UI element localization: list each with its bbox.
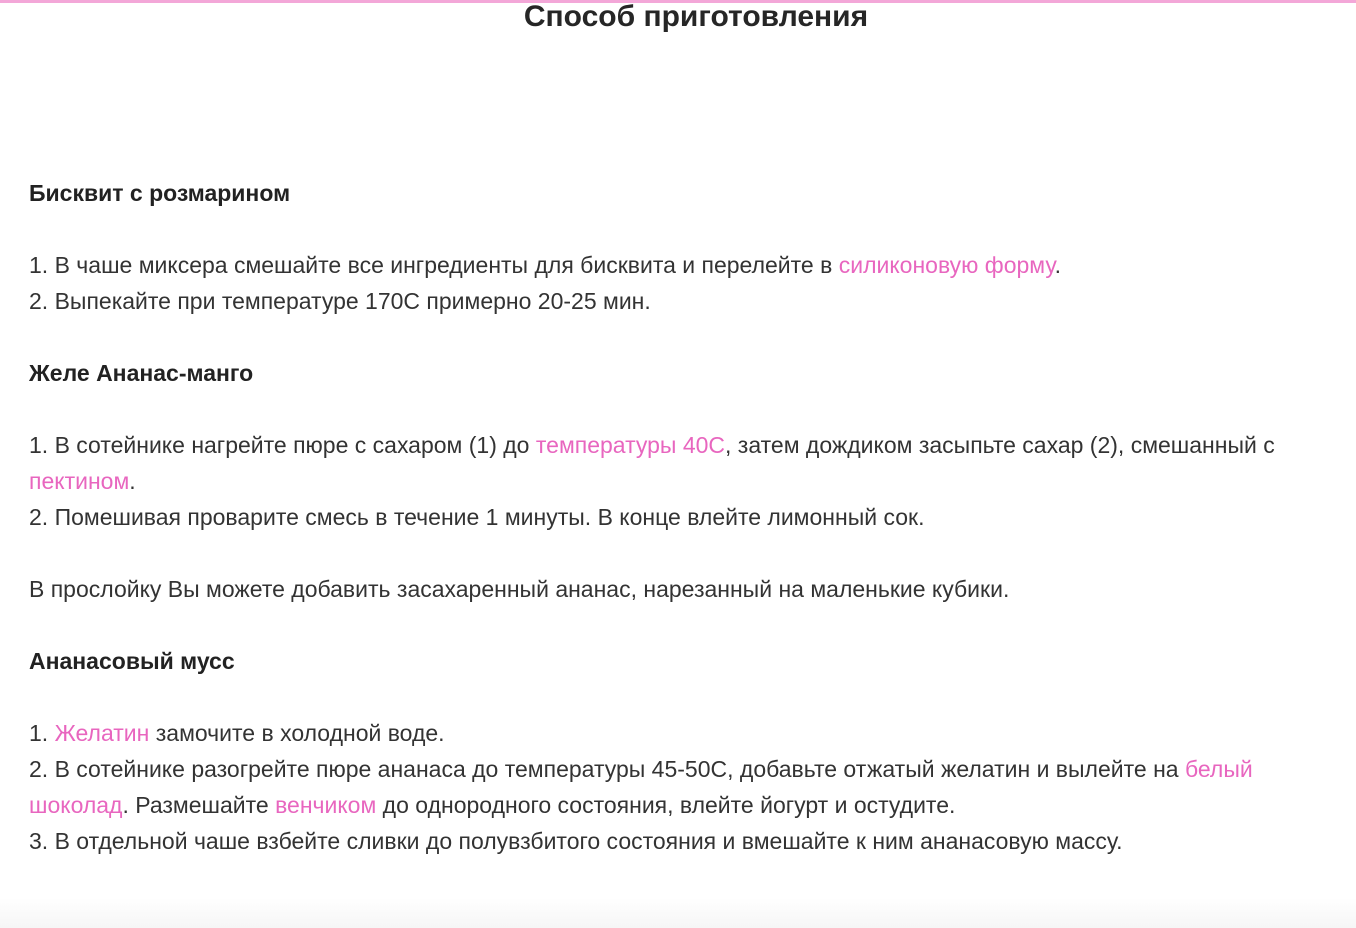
spacer	[29, 319, 1339, 355]
layer-note: В прослойку Вы можете добавить засахаренный ананас, нарезанный на маленькие кубики.	[29, 576, 1010, 602]
step-text: 2. В сотейнике разогрейте пюре ананаса до температуры 45-50С, добавьте отжатый желатин и вылейте на	[29, 756, 1185, 782]
recipe-method	[29, 175, 1339, 859]
step-text: 1. В чаше миксера смешайте все ингредиенты для бисквита и перелейте в	[29, 252, 839, 278]
step-text: .	[1054, 252, 1061, 278]
page-title: Способ приготовления	[523, 0, 869, 33]
spacer	[29, 679, 1339, 715]
spacer	[29, 535, 1339, 571]
section-heading-jelly: Желе Ананас-манго	[29, 360, 254, 386]
whisk-link[interactable]: венчиком	[275, 792, 377, 818]
step-text: , затем дождиком засыпьте сахар (2), смешанный с	[725, 432, 1275, 458]
step-text: до однородного состояния, влейте йогурт и остудите.	[376, 792, 956, 818]
section-heading-mousse: Ананасовый мусс	[29, 648, 235, 674]
section-heading-biscuit: Бисквит с розмарином	[29, 180, 291, 206]
step-text: .	[129, 468, 136, 494]
spacer	[29, 607, 1339, 643]
step-text: 1.	[29, 720, 55, 746]
step-text: 1. В сотейнике нагрейте пюре с сахаром (1) до	[29, 432, 536, 458]
step-item: 2. Выпекайте при температуре 170С примерно 20-25 мин.	[29, 288, 651, 314]
step-item	[29, 751, 1339, 823]
white-chocolate-link[interactable]: белый шоколад	[29, 756, 1253, 818]
spacer	[29, 391, 1339, 427]
step-item: 3. В отдельной чаше взбейте сливки до полувзбитого состояния и вмешайте к ним ананасовую массу.	[29, 828, 1123, 854]
spacer	[29, 211, 1339, 247]
step-text: замочите в холодной воде.	[149, 720, 445, 746]
page-bottom-band	[0, 898, 1356, 928]
temperature-link[interactable]: температуры 40С	[535, 432, 726, 458]
silicone-mold-link[interactable]: силиконовую форму	[838, 252, 1055, 278]
step-item	[29, 247, 1339, 283]
pectin-link[interactable]: пектином	[29, 468, 130, 494]
gelatin-link[interactable]: Желатин	[54, 720, 150, 746]
step-item: 2. Помешивая проварите смесь в течение 1 минуты. В конце влейте лимонный сок.	[29, 504, 925, 530]
step-text: . Размешайте	[122, 792, 276, 818]
step-item	[29, 427, 1339, 499]
step-item	[29, 715, 1339, 751]
